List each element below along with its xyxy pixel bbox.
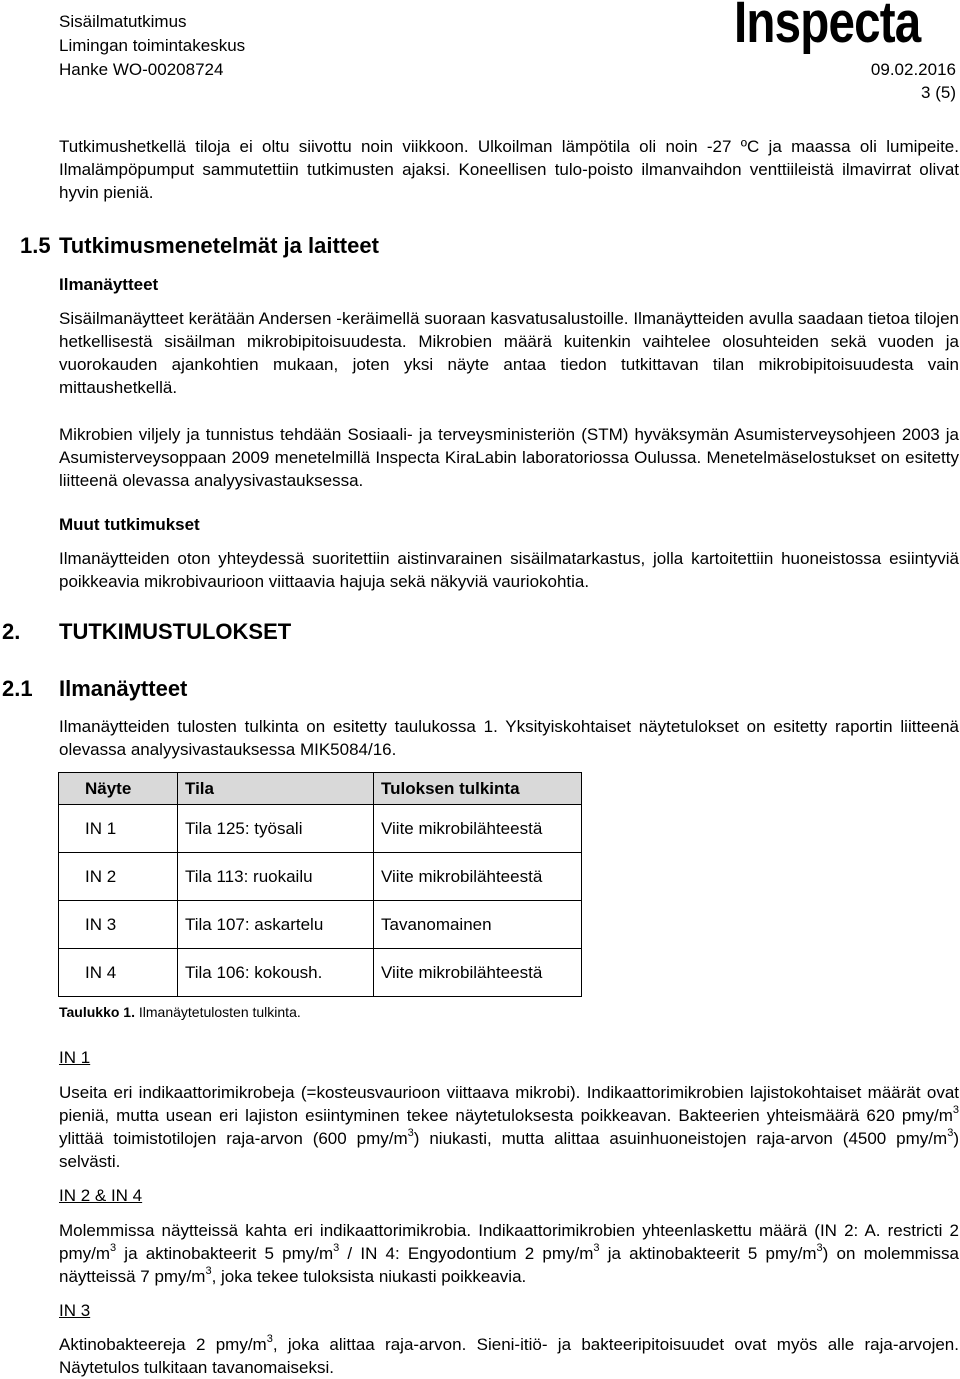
sample-label-in3: IN 3	[59, 1301, 91, 1320]
cell-sample: IN 3	[59, 901, 178, 949]
in3-paragraph	[59, 1333, 959, 1379]
in24-text-6: , joka tekee tuloksista niukasti poikkeavia.	[211, 1267, 527, 1286]
in1-text-4: ) selvästi.	[59, 1129, 959, 1171]
header-location: Limingan toimintakeskus	[59, 36, 246, 55]
cell-sample: IN 2	[59, 853, 178, 901]
results-table	[58, 772, 582, 997]
superscript: 3	[952, 1104, 959, 1117]
header-project-id: Hanke WO-00208724	[59, 60, 224, 79]
table-caption-text: Ilmanäytetulosten tulkinta.	[134, 1004, 301, 1020]
table-caption	[59, 1003, 301, 1021]
cell-room: Tila 125: työsali	[178, 805, 374, 853]
cell-room: Tila 107: askartelu	[178, 901, 374, 949]
sample-label-in1: IN 1	[59, 1048, 91, 1067]
in24-text-2: ja aktinobakteerit 5 pmy/m	[116, 1244, 334, 1263]
table-row	[59, 853, 582, 901]
header-project-type: Sisäilmatutkimus	[59, 12, 187, 31]
in3-text-2: , joka alittaa raja-arvon. Sieni-itiö- ja bakteeripitoisuudet ovat myös alle raja-arvojen. Näytetulos tulkitaan tavanomaiseksi.	[59, 1335, 959, 1377]
cell-interpretation: Viite mikrobilähteestä	[374, 805, 582, 853]
in1-text-2: ylittää toimistotilojen raja-arvon (600 pmy/m	[59, 1129, 408, 1148]
header-page-number: 3 (5)	[921, 83, 956, 102]
in24-text-1: Molemmissa näytteissä kahta eri indikaattorimikrobia. Indikaattorimikrobien yhteenlaskettu määrä (IN 2: A. restricti 2 pmy/m	[59, 1221, 959, 1263]
methods-paragraph-1: Sisäilmanäytteet kerätään Andersen -keräimellä suoraan kasvatusalustoille. Ilmanäytteiden avulla saadaan tietoa tilojen hetkellisestä sisäilman mikrobipitoisuudesta. Mikrobien määrä kuitenkin vaihtelee olosuhteiden sekä vuoden ja vuorokauden ajankohtien mukaan, joten yksi näyte antaa tiedon tutkittavan tilan mikrobipitoisuudesta vain mittaushetkellä.	[59, 309, 959, 397]
cell-interpretation: Viite mikrobilähteestä	[374, 949, 582, 997]
cell-sample: IN 4	[59, 949, 178, 997]
in24-text-5: ) on molemmissa näytteissä 7 pmy/m	[59, 1244, 959, 1286]
in24-text-4: ja aktinobakteerit 5 pmy/m	[599, 1244, 817, 1263]
section-2-title: TUTKIMUSTULOKSET	[59, 619, 292, 644]
column-header-room: Tila	[178, 773, 374, 805]
superscript: 3	[947, 1127, 954, 1140]
subheading-ilmanaytteet: Ilmanäytteet	[59, 275, 159, 294]
cell-room: Tila 106: kokoush.	[178, 949, 374, 997]
table-header-row	[59, 773, 582, 805]
cell-interpretation: Tavanomainen	[374, 901, 582, 949]
section-2-1-number: 2.1	[2, 676, 33, 701]
in2-in4-paragraph	[59, 1219, 959, 1288]
superscript: 3	[266, 1333, 273, 1346]
in1-text-1: Useita eri indikaattorimikrobeja (=kosteusvaurioon viittaava mikrobi). Indikaattorimikrobien lajistokohtaiset määrät ovat pieniä, mutta usean eri lajiston esiintyminen tekee näytetuloksesta poikkeavan. Bakteerien yhteismäärä 620 pmy/m	[59, 1083, 959, 1125]
results-intro-paragraph: Ilmanäytteiden tulosten tulkinta on esitetty taulukossa 1. Yksityiskohtaiset näytetulokset on esitetty raportin liitteenä olevassa analyysivastauksessa MIK5084/16.	[59, 717, 959, 759]
table-row	[59, 805, 582, 853]
table-row	[59, 901, 582, 949]
cell-interpretation: Viite mikrobilähteestä	[374, 853, 582, 901]
intro-paragraph: Tutkimushetkellä tiloja ei oltu siivottu noin viikkoon. Ulkoilman lämpötila oli noin -27 ºC ja maassa oli lumipeite. Ilmalämpöpumput sammutettiin tutkimusten ajaksi. Koneellisen tulo-poisto ilmanvaihdon venttiileistä ilmavirrat olivat hyvin pieniä.	[59, 137, 959, 202]
superscript: 3	[110, 1242, 117, 1255]
in1-text-3: ) niukasti, mutta alittaa asuinhuoneistojen raja-arvon (4500 pmy/m	[413, 1129, 948, 1148]
cell-room: Tila 113: ruokailu	[178, 853, 374, 901]
section-1-5-title: Tutkimusmenetelmät ja laitteet	[59, 233, 379, 258]
sample-label-in2-in4: IN 2 & IN 4	[59, 1186, 143, 1205]
header-date: 09.02.2016	[870, 60, 956, 79]
subheading-muut-tutkimukset: Muut tutkimukset	[59, 515, 200, 534]
cell-sample: IN 1	[59, 805, 178, 853]
inspecta-logo: Inspecta	[734, 0, 921, 55]
table-row	[59, 949, 582, 997]
in1-paragraph	[59, 1081, 959, 1173]
superscript: 3	[593, 1242, 600, 1255]
superscript: 3	[816, 1242, 823, 1255]
table-caption-label: Taulukko 1.	[59, 1004, 135, 1020]
in3-text-1: Aktinobakteereja 2 pmy/m	[59, 1335, 267, 1354]
methods-paragraph-3: Ilmanäytteiden oton yhteydessä suoritettiin aistinvarainen sisäilmatarkastus, jolla kartoitettiin huoneistossa esiintyviä poikkeavia mikrobivaurioon viittaavia hajuja sekä näkyviä vauriokohtia.	[59, 549, 959, 591]
superscript: 3	[407, 1127, 414, 1140]
superscript: 3	[205, 1265, 212, 1278]
in24-text-3: / IN 4: Engyodontium 2 pmy/m	[339, 1244, 594, 1263]
column-header-interpretation: Tuloksen tulkinta	[374, 773, 582, 805]
superscript: 3	[333, 1242, 340, 1255]
section-2-1-title: Ilmanäytteet	[59, 676, 188, 701]
section-1-5-number: 1.5	[20, 233, 51, 258]
column-header-sample: Näyte	[59, 773, 178, 805]
methods-paragraph-2: Mikrobien viljely ja tunnistus tehdään Sosiaali- ja terveysministeriön (STM) hyväksymän Asumisterveysohjeen 2003 ja Asumisterveysoppaan 2009 menetelmillä Inspecta KiraLabin laboratoriossa Oulussa. Menetelmäselostukset on esitetty liitteenä olevassa analyysivastauksessa.	[59, 425, 959, 490]
section-2-number: 2.	[2, 619, 21, 644]
